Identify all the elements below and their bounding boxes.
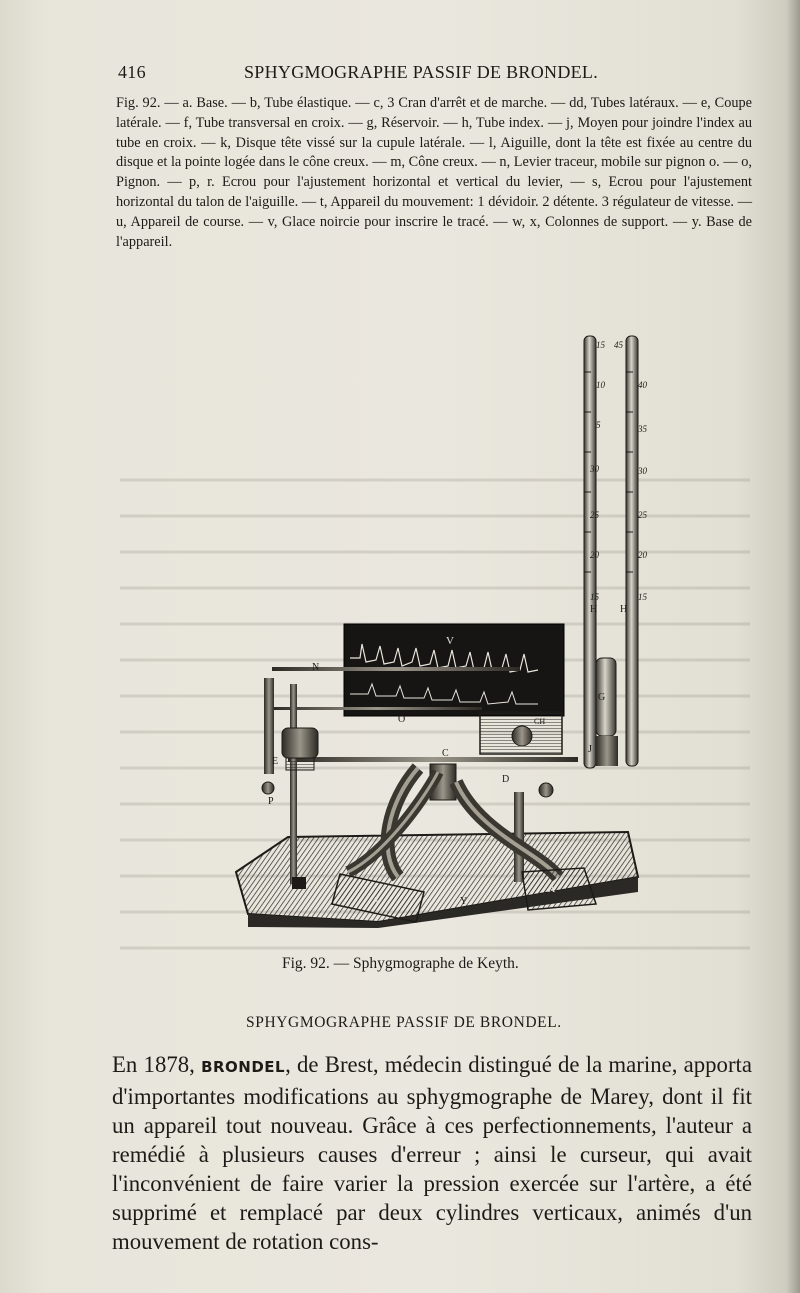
letter-p: P (268, 796, 274, 807)
sphygmograph-engraving (228, 332, 648, 928)
letter-e: E (272, 756, 279, 767)
running-header (112, 62, 752, 86)
letter-v: V (446, 635, 454, 647)
paragraph-intro: En 1878, (112, 1052, 202, 1077)
letter-d: D (502, 774, 510, 785)
tube-left-mark-5: 20 (590, 550, 599, 560)
tube-left-mark-3: 30 (590, 464, 599, 474)
tube-right-mark-4: 25 (638, 510, 647, 520)
tube-right-mark-2: 35 (638, 424, 647, 434)
left-support-column (290, 684, 297, 884)
paragraph-text: , de Brest, médecin distingué de la marine, apporta d'importantes modifications au sphygmographe de Marey, dont il fit un appareil tout nouveau. Grâce à ces perfectionnements, l'auteur a remédié à plusieurs causes d'erreur ; ainsi le curseur, qui avait l'inconvénient de faire varier la pression exercée sur l'artère, a été supprimé et remplacé par deux cylindres verticaux, animés d'un mouvement de rotation cons- (112, 1052, 752, 1254)
graduated-tube-right (626, 336, 638, 766)
tube-left-mark-0: 15 (596, 340, 605, 350)
figure-legend: Fig. 92. — a. Base. — b, Tube élastique. — c, 3 Cran d'arrêt et de marche. — dd, Tubes latéraux. — e, Coupe latérale. — f, Tube transversal en croix. — g, Réservoir. — h, Tube index. — j, Moyen pour joindre l'index au tube en croix. — k, Disque tête vissé sur la cupule latérale. — l, Aiguille, dont la tête est fixée au centre du disque et la pointe logée dans le cône creux. — m, Cône creux. — n, Levier traceur, mobile sur pignon o. — o, Pignon. — p, r. Ecrou pour l'ajustement horizontal et vertical du levier, — s, Ecrou pour l'ajustement horizontal du talon de l'aiguille. — t, Appareil du mouvement: 1 dévidoir. 2 détente. 3 régulateur de vitesse. — u, Appareil de course. — v, Glace noircie pour inscrire le tracé. — w, x, Colonnes de support. — y. Base de l'appareil. (116, 95, 752, 250)
letter-c: C (442, 748, 449, 759)
running-title: SPHYGMOGRAPHE PASSIF DE BRONDEL. (244, 62, 599, 82)
figure-caption: Fig. 92. — Sphygmographe de Keyth. (282, 955, 519, 972)
letter-y: Y (460, 896, 468, 907)
pad-right (522, 868, 596, 910)
letter-g: G (598, 692, 606, 703)
tube-right-mark-5: 20 (638, 550, 647, 560)
page-number: 416 (118, 62, 146, 82)
letter-h: H (590, 604, 598, 615)
letter-h-right: H (620, 604, 628, 615)
letter-o: O (398, 714, 406, 725)
letter-a-left: A (372, 896, 380, 907)
tube-right-mark-3: 30 (638, 466, 647, 476)
tube-right-mark-1: 40 (638, 380, 647, 390)
tube-left-mark-6: 15 (590, 592, 599, 602)
tube-right-mark-6: 15 (638, 592, 647, 602)
tube-right-mark-0: 45 (614, 340, 623, 350)
tube-left-mark-1: 10 (596, 380, 605, 390)
letter-n: N (312, 662, 320, 673)
letter-j: J (588, 744, 592, 755)
tube-left-mark-4: 25 (590, 510, 599, 520)
page-edge (786, 0, 800, 1293)
letter-a-right: A (548, 884, 556, 895)
body-paragraph (112, 1050, 752, 1256)
tube-left-mark-2: 5 (596, 420, 601, 430)
section-title: SPHYGMOGRAPHE PASSIF DE BRONDEL. (246, 1014, 562, 1031)
letter-ch: CH (534, 717, 546, 726)
author-name: BRONDEL (201, 1058, 286, 1076)
